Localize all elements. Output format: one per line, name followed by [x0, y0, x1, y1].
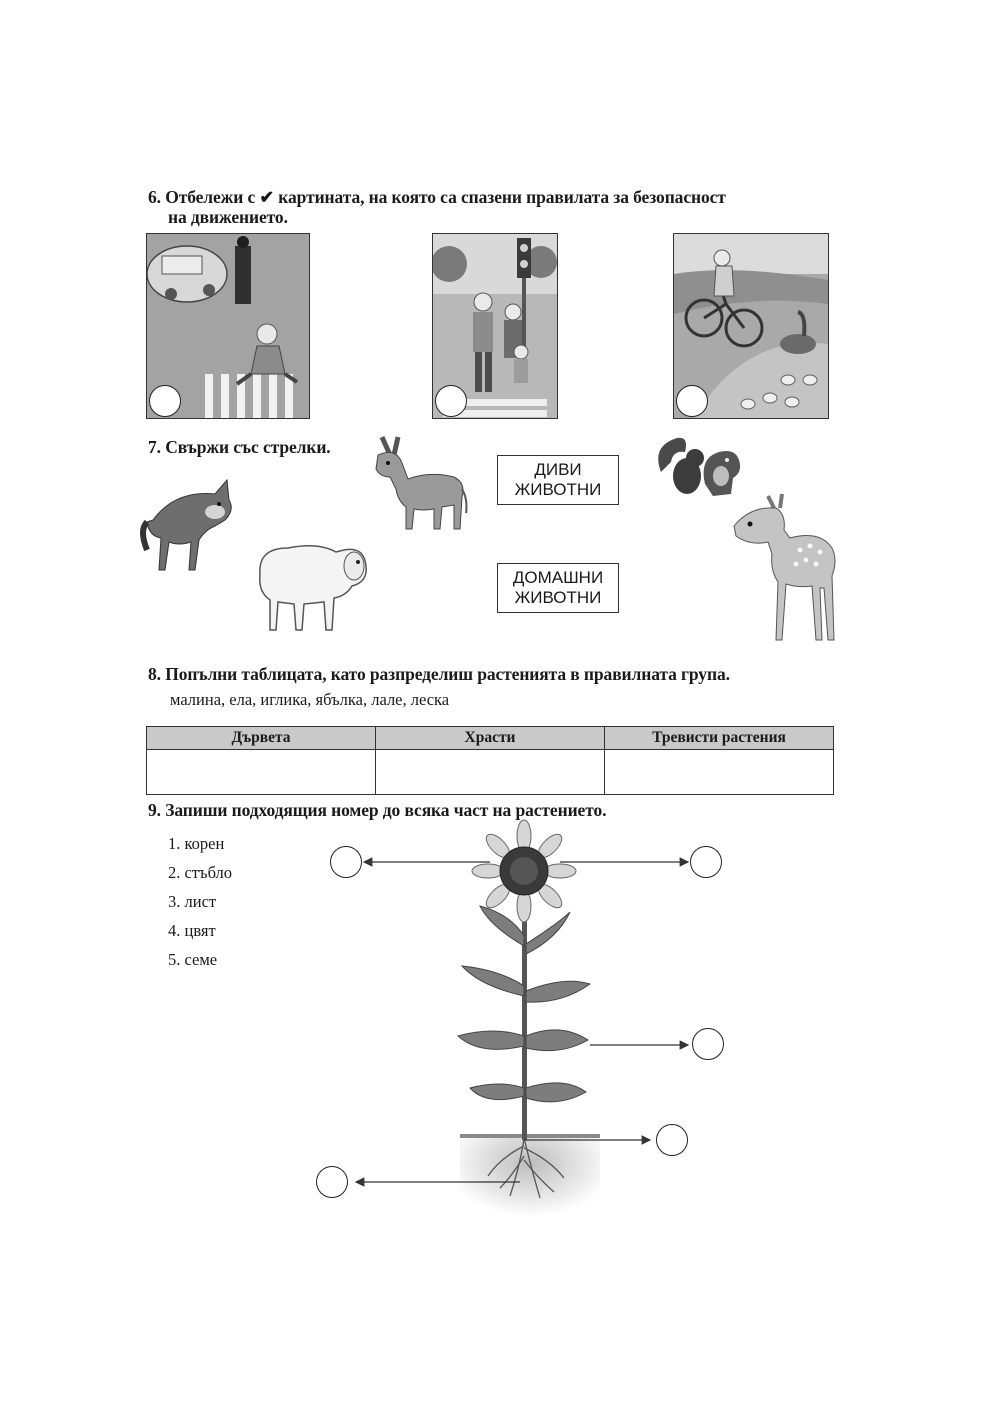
question-6-title-line1: 6. Отбележи с ✔ картината, на която са спазени правилата за безопасност [148, 187, 726, 207]
list-item: 4. цвят [168, 921, 216, 940]
answer-circle-stem[interactable] [656, 1124, 688, 1156]
wild-animals-label-line2: ЖИВОТНИ [514, 480, 602, 499]
answer-circle-top-right[interactable] [690, 846, 722, 878]
list-item: 5. семе [168, 950, 218, 969]
question-6-title-line2: на движението. [168, 207, 288, 227]
wild-animals-label-line1: ДИВИ [534, 460, 582, 479]
list-item: 3. лист [168, 892, 217, 911]
domestic-animals-label-line2: ЖИВОТНИ [514, 588, 602, 607]
column-header-shrubs: Храсти [376, 727, 605, 750]
domestic-animals-label-line1: ДОМАШНИ [512, 568, 604, 587]
plant-word-list: малина, ела, иглика, ябълка, лале, леска [170, 690, 450, 709]
answer-circle-top-left[interactable] [330, 846, 362, 878]
answer-circle-leaf[interactable] [692, 1028, 724, 1060]
column-header-herbaceous: Тревисти растения [605, 727, 834, 750]
question-8-title: 8. Попълни таблицата, като разпределиш растенията в правилната група. [148, 664, 730, 684]
answer-circle-root[interactable] [316, 1166, 348, 1198]
list-item: 2. стъбло [168, 863, 233, 882]
question-7-title: 7. Свържи със стрелки. [148, 437, 331, 457]
question-9-title: 9. Запиши подходящия номер до всяка част на растението. [148, 800, 607, 820]
column-header-trees: Дървета [147, 727, 376, 750]
list-item: 1. корен [168, 834, 225, 853]
